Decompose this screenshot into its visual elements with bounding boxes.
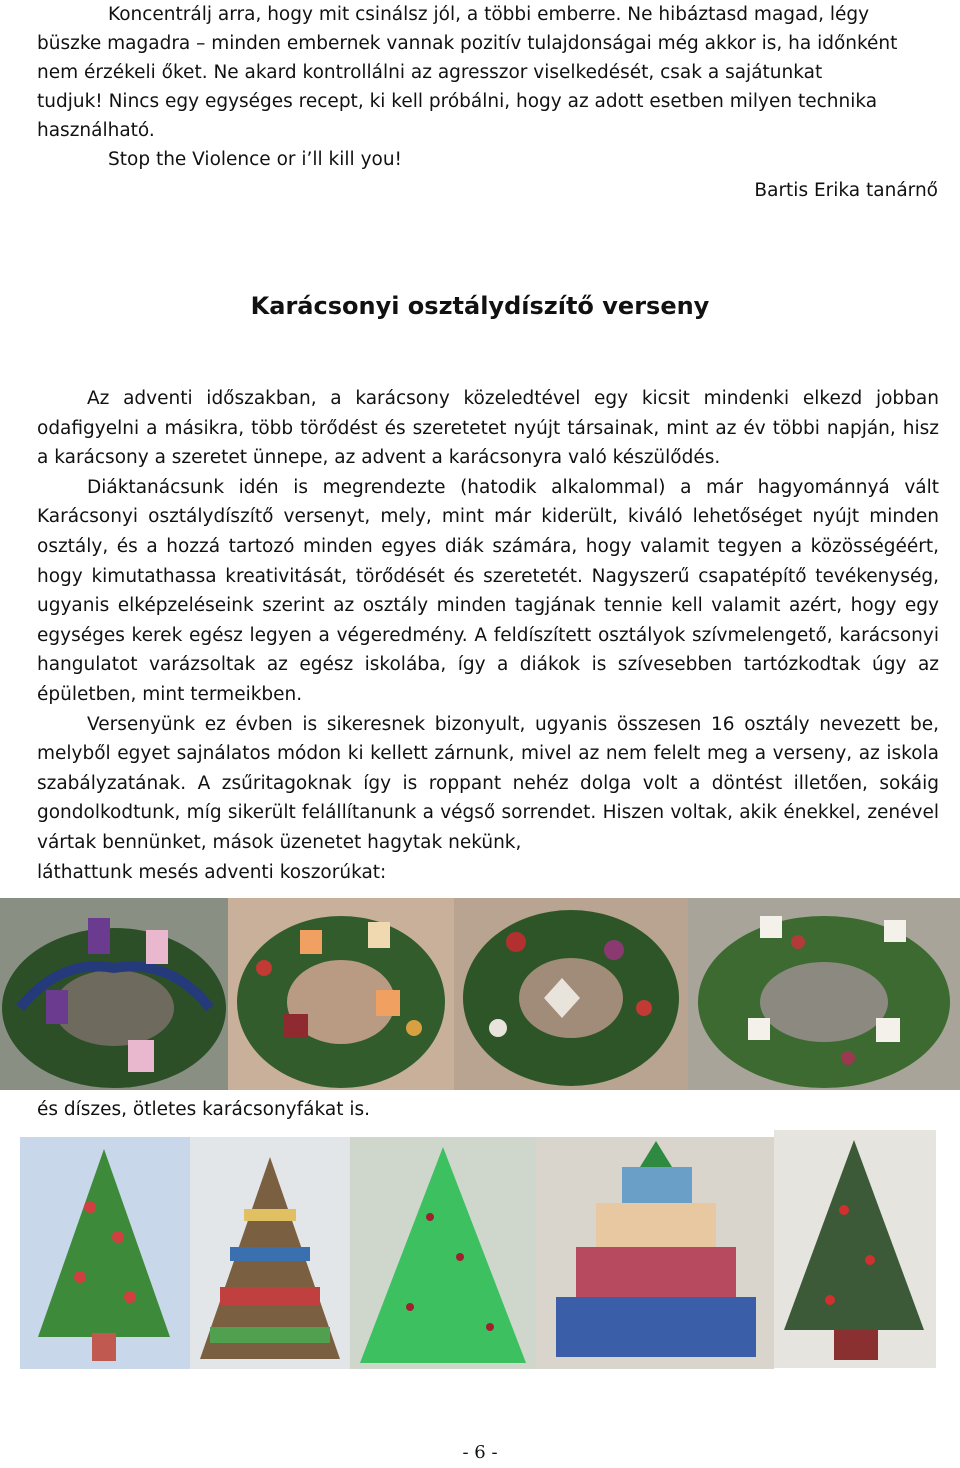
article-title: Karácsonyi osztálydíszítő verseny <box>250 292 710 320</box>
intro-line-4: tudjuk! Nincs egy egységes recept, ki kell próbálni, hogy az adott esetben milyen technika <box>37 91 878 112</box>
intro-line-5: használható. <box>37 120 155 141</box>
article-body <box>37 384 939 858</box>
slogan: Stop the Violence or i’ll kill you! <box>108 149 402 170</box>
wreath-photo-4 <box>688 898 960 1090</box>
author-signature: Bartis Erika tanárnő <box>754 180 938 201</box>
tree-photo-1 <box>20 1137 190 1369</box>
paragraph-1: Az adventi időszakban, a karácsony közeledtével egy kicsit mindenki elkezd jobban odafigyelni a másikra, több törődést és szeretetet nyújt társainak, mint az év többi napján, hisz a karácsony a szeretet ünnepe, az advent a karácsonyra való készülődés. <box>37 388 939 469</box>
wreath-caption: láthattunk mesés adventi koszorúkat: <box>37 862 387 883</box>
page-number: - 6 - <box>462 1442 498 1463</box>
intro-line-3: nem érzékeli őket. Ne akard kontrollálni az agresszor viselkedését, csak a sajátunkat <box>37 62 823 83</box>
wreath-photo-3 <box>454 898 688 1090</box>
tree-photo-4 <box>536 1137 774 1369</box>
intro-line-1: Koncentrálj arra, hogy mit csinálsz jól, a többi emberre. Ne hibáztasd magad, légy <box>108 4 870 25</box>
intro-line-2: büszke magadra – minden embernek vannak pozitív tulajdonságai még akkor is, ha időnként <box>37 33 898 54</box>
wreath-photo-2 <box>228 898 454 1090</box>
tree-photo-5 <box>774 1130 936 1368</box>
tree-photo-3 <box>350 1137 536 1369</box>
tree-caption: és díszes, ötletes karácsonyfákat is. <box>37 1099 370 1120</box>
paragraph-2: Diáktanácsunk idén is megrendezte (hatodik alkalommal) a már hagyománnyá vált Karácsonyi osztálydíszítő versenyt, mely, mint már kiderült, kiváló lehetőséget nyújt minden osztály, és a hozzá tartozó minden egyes diák számára, hogy valamit tegyen a közösségéért, hogy kimutathassa kreativitását, törődését és szeretetét. Nagyszerű csapatépítő tevékenység, ugyanis elképzeléseink szerint az osztály minden tagjának tennie kell valamit azért, hogy egy egységes kerek egész legyen a végeredmény. A feldíszített osztályok szívmelengető, karácsonyi hangulatot varázsoltak az egész iskolába, így a diákok is szívesebben tartózkodtak úgy az épületben, mint termeikben. <box>37 476 939 705</box>
wreath-photo-1 <box>0 898 228 1090</box>
paragraph-3: Versenyünk ez évben is sikeresnek bizonyult, ugyanis összesen 16 osztály nevezett be, melyből egyet sajnálatos módon ki kellett zárnunk, mivel az nem felelt meg a verseny, az iskola szabályzatának. A zsűritagoknak így is roppant nehéz dolga volt a döntést illetően, sokáig gondolkodtunk, míg sikerült felállítanunk a végső sorrendet. Hiszen voltak, akik énekkel, zenével vártak bennünket, mások üzenetet hagytak nekünk, <box>37 713 939 853</box>
tree-photo-2 <box>190 1137 350 1369</box>
